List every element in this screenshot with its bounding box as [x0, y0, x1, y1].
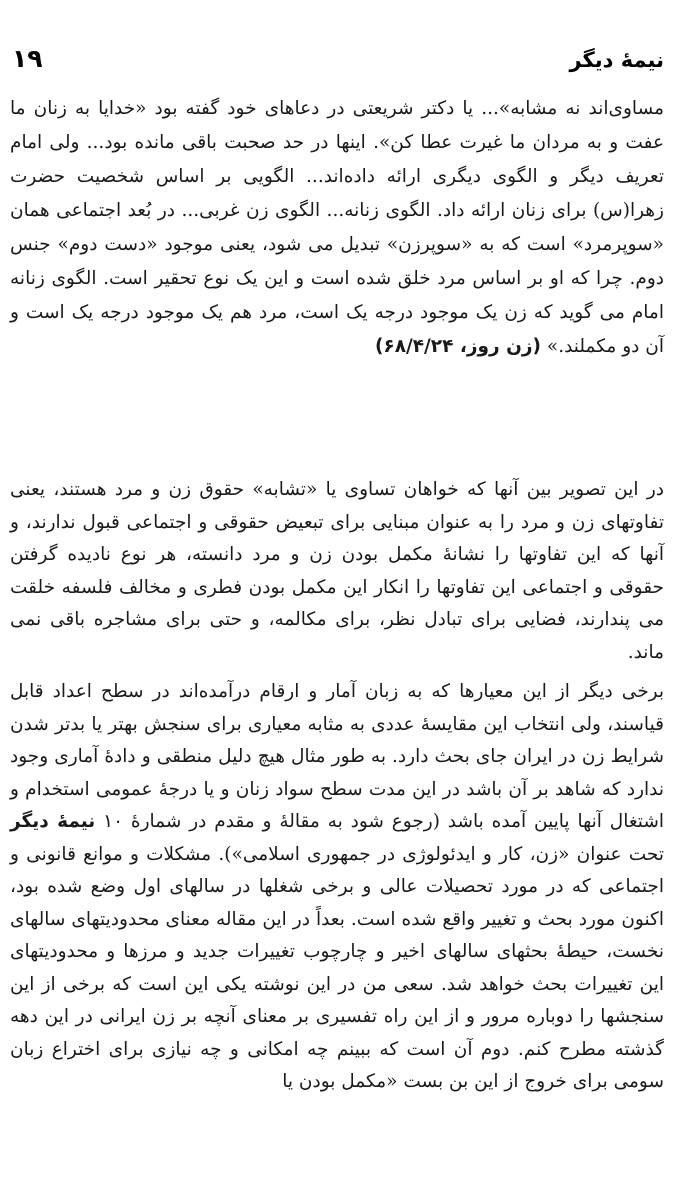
page-number: ۱۹ [12, 44, 43, 73]
quote-text: مساوی‌اند نه مشابه»... یا دکتر شریعتی در دعاهای خود گفته بود «خدایا به زنان ما عفت و به مردان ما غیرت عطا کن». اینها در حد صحبت باقی مانده بود... ولی امام تعریف دیگر و الگوی دیگری ارائه داده‌اند... الگویی بر اساس شخصیت حضرت زهرا(س) برای زنان ارائه داد. الگوی زنانه... الگوی زن غربی... در بُعد اجتماعی همان «سوپرمرد» است که به «سوپرزن» تبدیل می شود، یعنی موجود «دست دوم» جنس دوم. چرا که او بر اساس مرد خلق شده است و این یک نوع تحقیر است. الگوی زنانه امام می گوید که زن یک موجود درجه یک است، مرد هم یک موجود درجه یک است و آن دو مکملند.» [10, 98, 664, 357]
running-title: نیمهٔ دیگر [569, 48, 664, 72]
quote-citation: (زن روز، ۶۸/۴/۲۴) [374, 336, 542, 357]
paragraph-2-text-start: برخی دیگر از این معیارها که به زبان آمار و ارقام درآمده‌اند در سطح اعداد قابل قیاسند، ولی انتخاب این مقایسهٔ عددی به مثابه معیاری برای سنجش بهتر یا بدتر شدن شرایط زن در ایران جای بحث دارد. به طور مثال هیچ دلیل منطقی و دادهٔ آماری وجود ندارد که شاهد بر آن باشد در این مدت سطح سواد زنان و یا درجهٔ عمومی استخدام و اشتغال آنها پایین آمده باشد (رجوع شود به مقالهٔ و مقدم در شمارهٔ ۱۰ [10, 681, 664, 832]
paragraph-2-text-end: تحت عنوان «زن، کار و ایدئولوژی در جمهوری اسلامی»). مشکلات و موانع قانونی و اجتماعی که در مورد تحصیلات عالی و برخی شغلها در سالهای اول وضع شده بود، اکنون مورد بحث و تغییر واقع شده است. بعداً در این مقاله معنای محدودیتهای سالهای نخست، حیطهٔ بحثهای سالهای اخیر و چارچوب تغییرات جدید و مرزها و محدودیتهای این تغییرات بحث خواهد شد. سعی من در این نوشته یکی این است که برخی از این سنجشها را دوباره مرور و از این راه تفسیری بر معنای آنچه بر زن ایرانی در این دهه گذشته مطرح کنم. دوم آن است که ببینم چه امکانی و چه نیازی برای اختراع زبان سومی برای خروج از این بن بست «مکمل بودن یا [10, 843, 664, 1092]
paragraph-1: در این تصویر بین آنها که خواهان تساوی یا «تشابه» حقوق زن و مرد هستند، یعنی تفاوتهای زن و مرد را به عنوان مبنایی برای تبعیض حقوقی و اجتماعی قبول ندارند، و آنها که این تفاوتها را نشانهٔ مکمل بودن زن و مرد دانسته، هر نوع نادیده گرفتن حقوقی و اجتماعی این تفاوتها را انکار این مکمل بودن فطری و مخالف فلسفه خلقت می پندارند، فضایی برای تبادل نظر، برای مکالمه، و حتی برای مشاجره باقی نمی ماند. [10, 479, 664, 663]
paragraph-2 [10, 676, 664, 1099]
body-text [10, 474, 664, 1106]
magazine-title: نیمهٔ دیگر [10, 811, 96, 832]
quoted-passage [10, 92, 664, 364]
document-page [10, 0, 664, 1200]
page-header [10, 44, 664, 80]
